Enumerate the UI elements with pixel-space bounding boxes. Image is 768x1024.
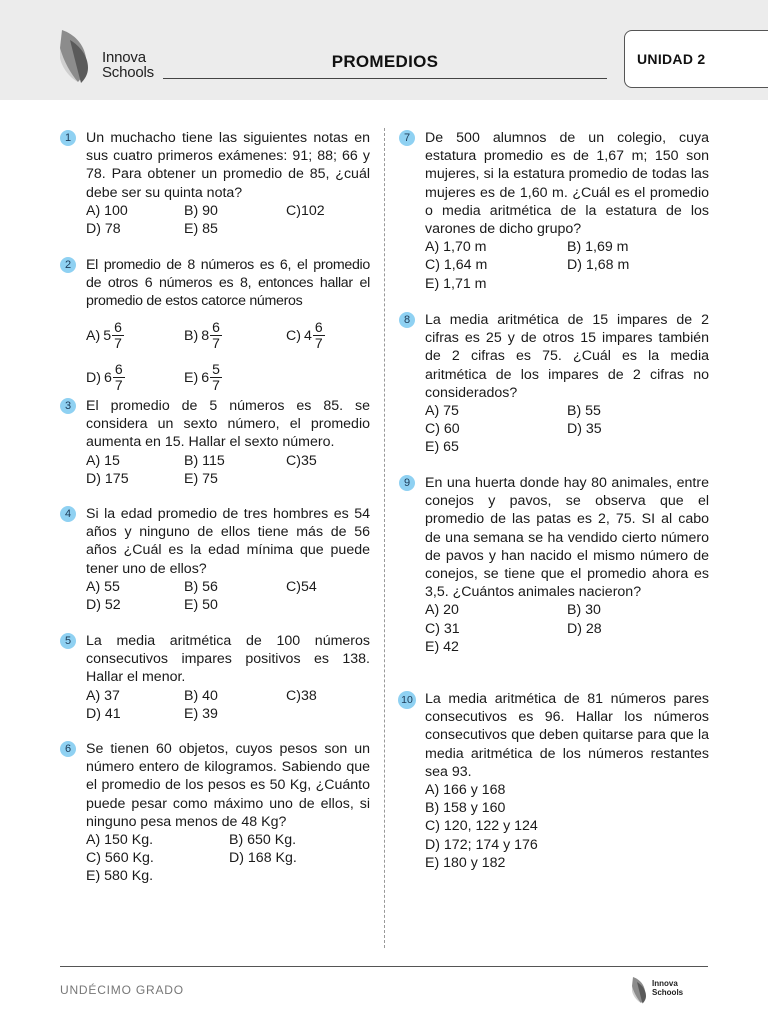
problem-10 <box>401 690 709 872</box>
logo-line1: Innova <box>102 49 146 66</box>
problem-number-badge: 3 <box>60 398 76 414</box>
option-e: E) 580 Kg. <box>86 868 154 885</box>
problem-statement: Se tienen 60 objetos, cuyos pesos son un número entero de kilogramos. Sabiendo que el promedio de los pesos es 50 Kg, ¿Cuánto puede pesar como máximo uno de ellos, si ninguno pesa menos de 48 Kg? <box>86 741 370 830</box>
option-c: C)102 <box>286 202 325 219</box>
problem-statement: De 500 alumnos de un colegio, cuya estatura promedio es de 1,67 m; 150 son mujeres, si la estatura promedio de todas las mujeres es de 1,60 m. ¿Cuál es el promedio o media aritmética de la estatura de los varones de dicho grupo? <box>425 130 709 238</box>
innova-logo <box>56 28 176 84</box>
logo-text <box>102 50 154 80</box>
footer-grade: UNDÉCIMO GRADO <box>60 983 184 997</box>
option-d: D) 175 <box>86 470 129 487</box>
option-e: E) 39 <box>184 705 218 722</box>
innova-leaf-icon <box>630 976 652 1004</box>
option-a: A) 150 Kg. <box>86 832 154 849</box>
denominator: 7 <box>114 377 123 394</box>
numerator: 6 <box>212 319 220 336</box>
answer-options <box>425 601 709 656</box>
denominator: 7 <box>114 335 122 352</box>
option-d: D) 172; 174 y 176 <box>425 836 538 853</box>
problem-statement: El promedio de 5 números es 85. se considera un sexto número, el promedio aumenta en 15. Hallar el sexto número. <box>86 398 370 451</box>
option-e: E) 42 <box>425 638 459 655</box>
footer-line <box>60 966 708 967</box>
logo-line2: Schools <box>102 64 154 81</box>
unit-label: UNIDAD 2 <box>637 51 706 67</box>
denominator: 7 <box>314 335 323 352</box>
numerator: 6 <box>114 319 122 336</box>
fraction <box>112 320 124 351</box>
option-a <box>86 317 184 355</box>
option-b: B) 56 <box>184 578 218 595</box>
option-b: B) 55 <box>567 403 601 420</box>
footer-logo-line1: Innova <box>652 979 678 988</box>
answer-options <box>425 402 709 457</box>
problem-statement: Un muchacho tiene las siguientes notas en sus cuatro primeros exámenes: 91; 88; 66 y 78. Para obtener un promedio de 85, ¿cuál debe ser su quinta nota? <box>86 130 370 201</box>
problem-number-badge: 2 <box>60 257 76 273</box>
option-c: C)54 <box>286 578 317 595</box>
title-underline <box>163 78 607 79</box>
option-b <box>184 317 286 355</box>
footer-logo-text <box>652 980 683 997</box>
problem-1 <box>64 129 370 238</box>
option-e: E) 50 <box>184 597 218 614</box>
option-label: D) <box>86 369 101 386</box>
option-d: D) 41 <box>86 705 121 722</box>
answer-options <box>425 238 709 293</box>
fraction <box>210 320 222 351</box>
problem-number-badge: 8 <box>399 312 415 328</box>
problem-number-badge: 7 <box>399 130 415 146</box>
problem-9 <box>403 474 709 656</box>
option-e: E) 180 y 182 <box>425 854 506 871</box>
option-d <box>86 359 184 397</box>
option-e: E) 65 <box>425 439 459 456</box>
option-e <box>184 359 286 397</box>
whole-part: 6 <box>201 369 210 386</box>
problem-number-badge: 4 <box>60 506 76 522</box>
column-divider <box>384 128 385 948</box>
answer-options <box>425 781 709 872</box>
whole-part: 8 <box>201 327 210 344</box>
problem-2 <box>64 256 370 397</box>
fraction <box>313 320 325 351</box>
option-a: A) 15 <box>86 452 120 469</box>
problem-statement: La media aritmética de 81 números pares consecutivos es 96. Hallar los números consecutivos que deben quitarse para que la media aritmética de los números restantes sea 93. <box>425 691 709 780</box>
option-c: C) 1,64 m <box>425 257 488 274</box>
option-d: D) 35 <box>567 421 602 438</box>
problem-statement: La media aritmética de 15 impares de 2 cifras es 25 y de otros 15 impares también de 2 cifras es 75. ¿Cuál es la media aritmética de los impares de 2 cifras no considerados? <box>425 312 709 401</box>
option-c: C)38 <box>286 687 317 704</box>
problem-statement: La media aritmética de 100 números consecutivos impares positivos es 138. Hallar el menor. <box>86 633 370 686</box>
problem-8 <box>403 311 709 457</box>
problem-number-badge: 6 <box>60 741 76 757</box>
option-e: E) 75 <box>184 470 218 487</box>
option-a: A) 100 <box>86 202 128 219</box>
option-b: B) 90 <box>184 202 218 219</box>
option-e: E) 85 <box>184 221 218 238</box>
answer-options <box>86 831 370 886</box>
option-c: C) 560 Kg. <box>86 850 154 867</box>
problem-statement: En una huerta donde hay 80 animales, entre conejos y pavos, se observa que el promedio de las patas es 2, 75. SI al cabo de una semana se ha vendido cierto número de pavos y han nacido el mismo número de conejos, se tiene que el promedio ahora es 3,5. ¿Cuántos animales nacieron? <box>425 475 709 601</box>
whole-part: 4 <box>303 327 312 344</box>
problem-3 <box>64 397 370 488</box>
fraction <box>210 362 222 393</box>
footer-innova-logo <box>630 976 690 1004</box>
option-label: C) <box>286 327 301 344</box>
numerator: 5 <box>212 361 220 378</box>
page-title: PROMEDIOS <box>331 52 439 71</box>
problem-5 <box>64 632 370 723</box>
option-a: A) 55 <box>86 578 120 595</box>
problem-7 <box>403 129 709 293</box>
option-label: E) <box>184 369 199 386</box>
denominator: 7 <box>212 377 220 394</box>
problem-number-badge: 1 <box>60 130 76 146</box>
problem-statement: Si la edad promedio de tres hombres es 54 años y ninguno de ellos tiene más de 56 años ¿Cuál es la edad mínima que puede tener uno de ellos? <box>86 506 370 577</box>
whole-part: 6 <box>103 369 112 386</box>
innova-leaf-icon <box>56 28 100 84</box>
fraction <box>113 362 125 393</box>
answer-options-row-2 <box>86 359 370 397</box>
option-label: B) <box>184 327 199 344</box>
numerator: 6 <box>314 319 323 336</box>
option-c: C) 60 <box>425 421 460 438</box>
problem-number-badge: 9 <box>399 475 415 491</box>
answer-options <box>86 452 370 488</box>
option-a: A) 75 <box>425 403 459 420</box>
option-b: B) 650 Kg. <box>229 832 297 849</box>
option-e: E) 1,71 m <box>425 275 487 292</box>
problem-statement: El promedio de 8 números es 6, el promedio de otros 6 números es 8, entonces hallar el promedio de estos catorce números <box>86 257 370 310</box>
answer-options <box>86 687 370 723</box>
option-b: B) 30 <box>567 602 601 619</box>
option-c: C)35 <box>286 452 317 469</box>
option-c <box>286 317 366 355</box>
option-d: D) 52 <box>86 597 121 614</box>
option-c: C) 31 <box>425 620 460 637</box>
option-b: B) 115 <box>184 452 225 469</box>
option-b: B) 40 <box>184 687 218 704</box>
footer-logo-line2: Schools <box>652 987 684 997</box>
option-d: D) 1,68 m <box>567 257 630 274</box>
option-a: A) 166 y 168 <box>425 782 506 799</box>
numerator: 6 <box>114 361 123 378</box>
problem-number-badge: 5 <box>60 633 76 649</box>
problem-number-badge: 10 <box>398 691 416 709</box>
problem-6 <box>64 740 370 886</box>
option-d: D) 78 <box>86 221 121 238</box>
option-a: A) 37 <box>86 687 120 704</box>
option-a: A) 20 <box>425 602 459 619</box>
option-a: A) 1,70 m <box>425 239 487 256</box>
answer-options <box>86 317 370 355</box>
option-d: D) 168 Kg. <box>229 850 297 867</box>
answer-options <box>86 578 370 614</box>
denominator: 7 <box>212 335 220 352</box>
answer-options <box>86 202 370 238</box>
option-b: B) 1,69 m <box>567 239 629 256</box>
unit-box <box>624 30 768 88</box>
option-label: A) <box>86 327 101 344</box>
whole-part: 5 <box>103 327 112 344</box>
problem-4 <box>64 505 370 614</box>
option-c: C) 120, 122 y 124 <box>425 818 538 835</box>
option-b: B) 158 y 160 <box>425 800 506 817</box>
option-d: D) 28 <box>567 620 602 637</box>
